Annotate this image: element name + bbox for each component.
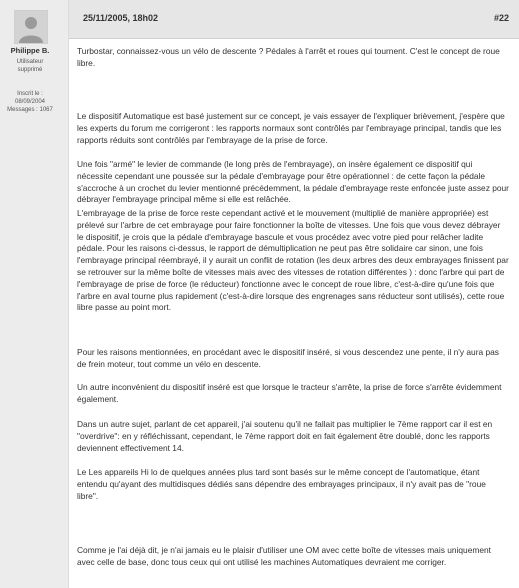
user-silhouette-icon — [15, 11, 47, 43]
author-message-count: Messages : 1067 — [7, 107, 53, 113]
author-joined-date: 08/09/2004 — [14, 99, 46, 105]
post-paragraph: Une fois "armé" le levier de commande (le long près de l'embrayage), on insère également ce dispositif qui nécessite cependant une poussée sur la pédale d'embrayage pour être opérationnel : de cette façon la pédale s'accroche à un crochet du levier mentionné précédemment, la pédale d'embrayage reste enfoncée juste assez pour débrayer l'embrayage principal même si elle est relâchée. — [77, 159, 509, 205]
author-role-line1: Utilisateur — [16, 59, 44, 65]
author-role — [0, 58, 60, 74]
post-date: 25/11/2005, 18h02 — [83, 13, 159, 23]
post-paragraph: Comme je l'ai déjà dit, je n'ai jamais eu le plaisir d'utiliser une OM avec cette boîte de vitesses mais uniquement avec celle de base, donc tous ceux qui ont utilisé les machines Automatiques devraient me corriger. — [77, 545, 491, 567]
avatar[interactable] — [14, 10, 48, 44]
post-paragraph: Un autre inconvénient du dispositif inséré est que lorsque le tracteur s'arrête, la prise de force s'arrête évidemment également. — [77, 382, 502, 404]
post-main — [69, 0, 519, 588]
post-paragraph: Turbostar, connaissez-vous un vélo de descente ? Pédales à l'arrêt et roues qui tournent. C'est le concept de roue libre. — [77, 46, 500, 68]
post-paragraph: Pour les raisons mentionnées, en procédant avec le dispositif inséré, si vous descendez une pente, il n'y aura pas de frein moteur, tout comme un vélo en descente. — [77, 347, 499, 369]
author-name[interactable]: Philippe B. — [10, 46, 50, 55]
author-joined-label: Inscrit le : — [17, 91, 43, 97]
author-sidebar — [0, 0, 68, 588]
author-role-line2: supprimé — [17, 67, 43, 73]
post-paragraph: Le Les appareils Hi lo de quelques années plus tard sont basés sur le même concept de l'automatique, étant entendu qu'ayant des multidisques dédiés sans dépendre des embrayages principaux, il n'y avait pas de "roue libre". — [77, 467, 486, 501]
post-paragraph: Dans un autre sujet, parlant de cet appareil, j'ai soutenu qu'il ne fallait pas multiplier le 7ème rapport car il est en "overdrive": en y réfléchissant, cependant, le 7ème rapport doit en fait également être doublé, donc les rapports deviennent effectivement 14. — [77, 419, 493, 453]
post-paragraph: Le dispositif Automatique est basé justement sur ce concept, je vais essayer de l'expliquer brièvement, j'espère que les experts du forum me corrigeront : les rapports normaux sont contrôlés par l'embrayage principal, tandis que les rapports réduits sont contrôlés par l'embrayage de la prise de force. — [77, 111, 505, 145]
post-paragraph: L'embrayage de la prise de force reste cependant activé et le mouvement (multiplié de manière appropriée) est prélevé sur l'arbre de cet embrayage pour faire fonctionner la boîte de vitesses. Une fois que vous devez débrayer le dispositif, je crois que la pédale d'embrayage bascule et vous procédez avec votre pied pour relâcher ladite pédale. Pour les raisons ci-dessus, le rapport de démultiplication ne peut pas être solidaire car sinon, une fois l'embrayage principal réembrayé, il y aurait un conflit de rotation (les deux arbres des deux embrayages finissent par se retrouver sur la même boîte de vitesses mais avec des vitesses de rotation différentes ) : donc l'arbre qui part de l'embrayage de prise de force (le réducteur) fonctionne avec le concept de roue libre, c'est-à-dire qu'une fois que l'arbre en aval tourne plus rapidement (c'est-à-dire lorsque des engrenages sans réducteur sont utilisés), cette roue libre passe au point mort. — [77, 208, 509, 313]
author-joined — [0, 90, 60, 114]
post-header — [69, 0, 519, 39]
post-number-link[interactable]: #22 — [493, 13, 509, 23]
